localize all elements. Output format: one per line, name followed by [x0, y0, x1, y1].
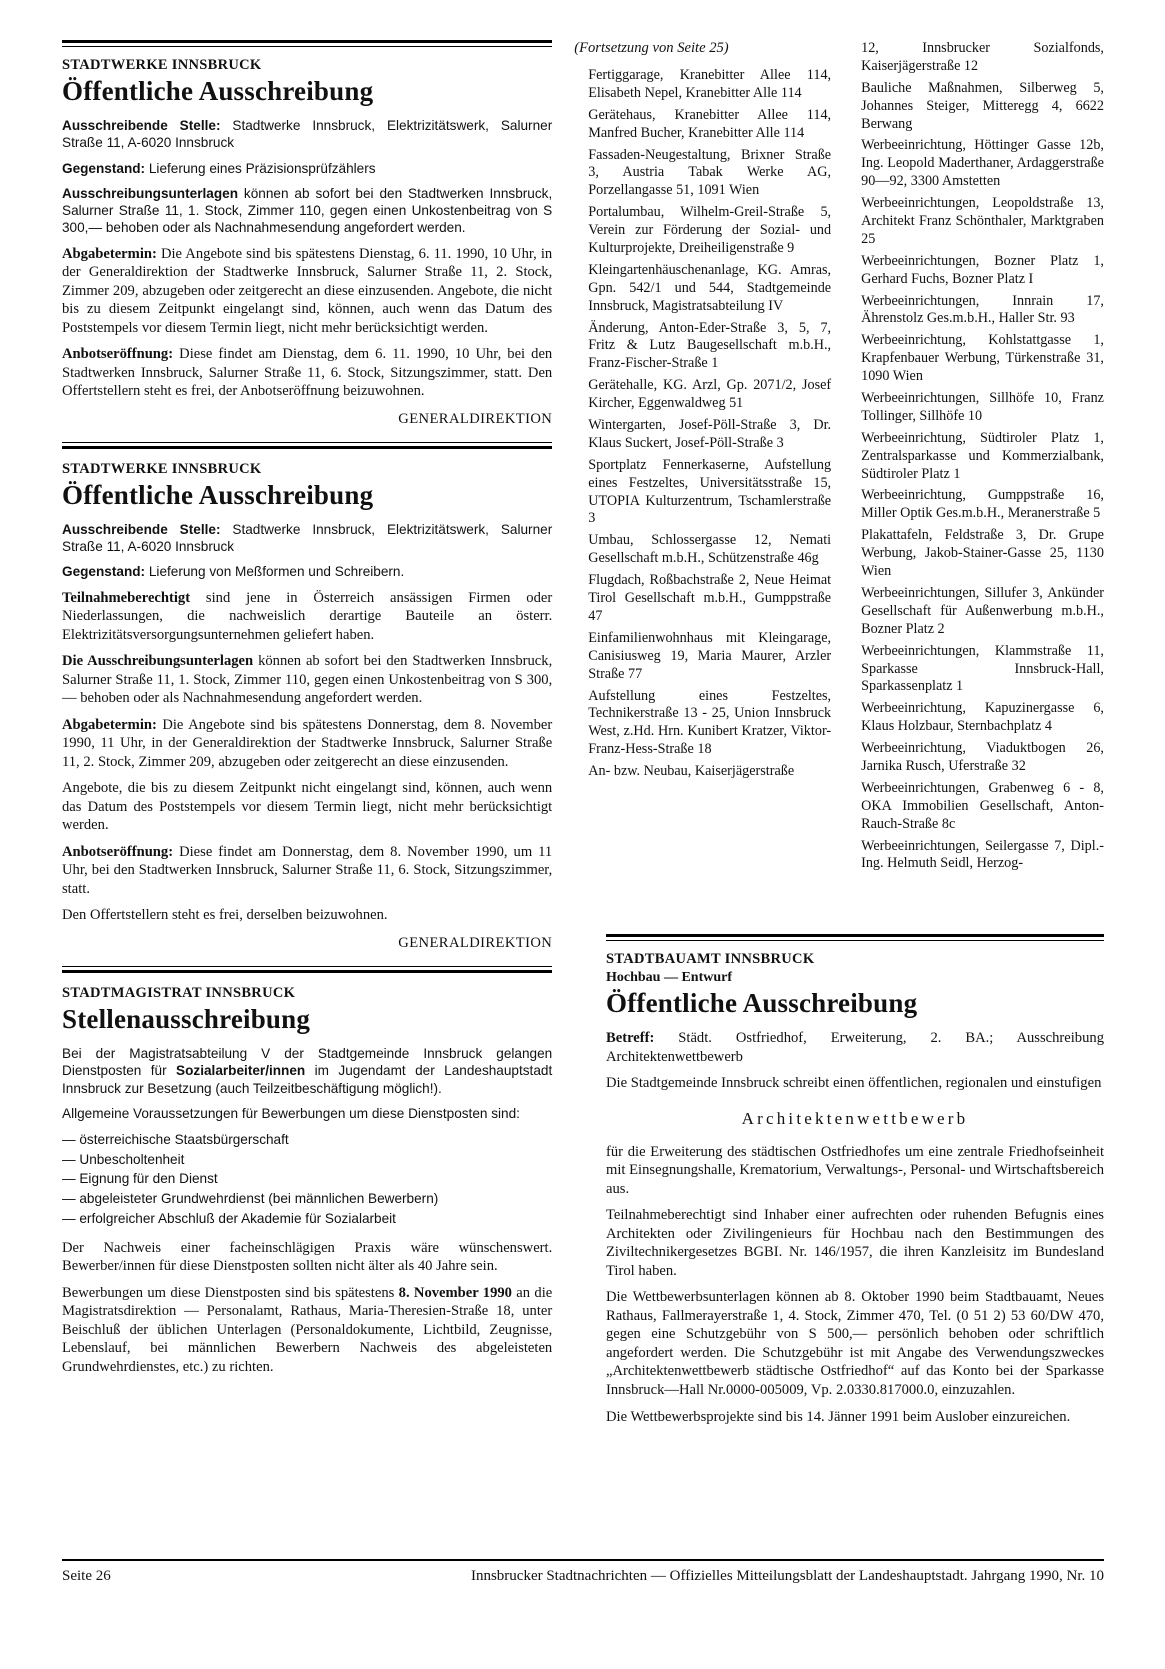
- notice-title: Öffentliche Ausschreibung: [606, 988, 918, 1018]
- list-item: Änderung, Anton-Eder-Straße 3, 5, 7, Fritz & Lutz Baugesellschaft m.b.H., Franz-Fischer-Straße 1: [588, 319, 832, 372]
- building-permits-list-middle: [574, 67, 831, 781]
- divider: [62, 966, 552, 973]
- notice-org: STADTWERKE INNSBRUCK: [62, 460, 262, 477]
- notice-paragraph: für die Erweiterung des städtischen Ostfriedhofes um eine zentrale Friedhofseinheit mit Einsegnungshalle, Krematorium, Verwaltungs-, Personal- und Wirtschaftsbereich aus.: [606, 1143, 1104, 1197]
- text: Stadtwerke Innsbruck, Elektrizitätswerk, Salurner Straße 11, A-6020 Innsbruck: [62, 521, 553, 554]
- label: Ausschreibende Stelle:: [62, 118, 221, 133]
- page-content: [62, 40, 1104, 1585]
- list-item: Bauliche Maßnahmen, Silberweg 5, Johannes Steiger, Mitteregg 4, 6622 Berwang: [861, 79, 1104, 132]
- notice-title: Stellenausschreibung: [62, 1004, 311, 1034]
- list-item: Wintergarten, Josef-Pöll-Straße 3, Dr. Klaus Suckert, Josef-Pöll-Straße 3: [588, 417, 832, 451]
- divider: [606, 934, 1104, 941]
- text: Bewerbungen um diese Dienstposten sind bis spätestens: [62, 1284, 399, 1301]
- notice-paragraph: [62, 185, 552, 237]
- list-item: — österreichische Staatsbürgerschaft: [62, 1132, 289, 1147]
- notice-signature: GENERALDIREKTION: [398, 410, 553, 427]
- list-item: Werbeeinrichtungen, Grabenweg 6 - 8, OKA Immobilien Gesellschaft, Anton-Rauch-Straße 8c: [861, 779, 1104, 832]
- left-column: [62, 40, 574, 1470]
- list-item: — abgeleisteter Grundwehrdienst (bei männlichen Bewerbern): [62, 1191, 439, 1207]
- notice-org: STADTWERKE INNSBRUCK: [62, 57, 262, 73]
- notice-paragraph: Die Wettbewerbsunterlagen können ab 8. Oktober 1990 beim Stadtbauamt, Neues Rathaus, Fallmerayerstraße 1, 4. Stock, Zimmer 470, Tel. (0 51 2) 53 60/DW 470, gegen eine Schutzgebühr von S 500,— persönlich behoben oder schriftlich angefordert werden. Die Schutzgebühr ist mit Angabe des Verwendungszweckes „Architektenwettbewerb städtische Ostfriedhof“ auf das Konto bei der Sparkasse Innsbruck—Hall Nr.0000-005009, Vp. 2.0330.817000.0, einzuzahlen.: [606, 1289, 1104, 1398]
- label: Ausschreibende Stelle:: [62, 521, 221, 537]
- notice-paragraph: Die Stadtgemeinde Innsbruck schreibt einen öffentlichen, regionalen und einstufigen: [606, 1075, 1102, 1092]
- text: können ab sofort bei den Stadtwerken Innsbruck, Salurner Straße 11, 1. Stock, Zimmer 110, gegen einen Unkostenbeitrag von S 300,— behoben oder als Nachnahmesendung angefordert werden.: [62, 185, 553, 236]
- list-item: Plakattafeln, Feldstraße 3, Dr. Grupe Werbung, Jakob-Stainer-Gasse 25, 1130 Wien: [861, 527, 1104, 580]
- list-item: Gerätehalle, KG. Arzl, Gp. 2071/2, Josef Kircher, Eggenwaldweg 51: [588, 377, 832, 412]
- competition-heading: Architektenwettbewerb: [741, 1108, 969, 1128]
- notice-stadtbauamt: [606, 920, 1104, 1434]
- text: Lieferung eines Präzisionsprüfzählers: [145, 160, 376, 176]
- notice-paragraph: Allgemeine Voraussetzungen für Bewerbungen um diese Dienstposten sind:: [62, 1105, 520, 1121]
- notice-paragraph: Teilnahmeberechtigt sind Inhaber einer aufrechten oder ruhenden Befugnis eines Architekten oder Zivilingenieurs für Hochbau nach den Bestimmungen des Ziviltechnikergesetzes BGBI. Nr. 146/1957, die ihren Kanzleisitz im Bundesland Tirol haben.: [606, 1207, 1104, 1279]
- notice-paragraph: [62, 716, 552, 772]
- footer-publication-info: Innsbrucker Stadtnachrichten — Offizielles Mitteilungsblatt der Landeshauptstadt. Jahrgang 1990, Nr. 10: [470, 1568, 1104, 1584]
- label: Anbotseröffnung:: [62, 843, 174, 860]
- label: Ausschreibungsunterlagen: [62, 185, 238, 201]
- text: Lieferung von Meßformen und Schreibern.: [145, 564, 405, 580]
- list-item: Werbeeinrichtung, Kohlstattgasse 1, Krapfenbauer Werbung, Türkenstraße 31, 1090 Wien: [861, 332, 1104, 385]
- list-item: Kleingartenhäuschenanlage, KG. Amras, Gpn. 542/1 und 544, Stadtgemeinde Innsbruck, Magistratsabteilung IV: [588, 261, 832, 314]
- list-item: Werbeeinrichtung, Gumppstraße 16, Miller Optik Ges.m.b.H., Meranerstraße 5: [861, 487, 1104, 522]
- notice-paragraph: [62, 117, 552, 152]
- text: Stadtwerke Innsbruck, Elektrizitätswerk, Salurner Straße 11, A-6020 Innsbruck: [62, 118, 553, 151]
- list-item: Werbeeinrichtungen, Sillhöfe 10, Franz Tollinger, Sillhöfe 10: [861, 390, 1104, 424]
- building-permits-list-right: [847, 40, 1104, 873]
- label: Gegenstand:: [62, 160, 146, 176]
- notice-paragraph: [606, 1029, 1104, 1066]
- requirements-list: [62, 1130, 552, 1229]
- text: Städt. Ostfriedhof, Erweiterung, 2. BA.; Ausschreibung Architektenwettbewerb: [606, 1030, 1104, 1065]
- label: Abgabetermin:: [62, 245, 157, 262]
- text: Diese findet am Donnerstag, dem 8. November 1990, um 11 Uhr, bei den Stadtwerken Innsbruck, Salurner Straße 11, 6. Stock, Sitzungszimmer, statt.: [62, 843, 553, 897]
- list-item: An- bzw. Neubau, Kaiserjägerstraße: [588, 763, 795, 780]
- footer-page-number: Seite 26: [62, 1568, 111, 1584]
- text: Diese findet am Dienstag, dem 6. 11. 1990, 10 Uhr, bei den Stadtwerken Innsbruck, Salurner Straße 11, 6. Stock, Sitzungszimmer, statt. Den Offertstellern steht es frei, der Anbotseröffnung beizuwohnen.: [62, 346, 553, 400]
- list-item: — Eignung für den Dienst: [62, 1171, 218, 1187]
- continuation-note: (Fortsetzung von Seite 25): [574, 40, 729, 56]
- list-item: Werbeeinrichtungen, Innrain 17, Ährenstolz Ges.m.b.H., Haller Str. 93: [861, 292, 1104, 327]
- label: Gegenstand:: [62, 564, 146, 580]
- text: können ab sofort bei den Stadtwerken Innsbruck, Salurner Straße 11, 1. Stock, Zimmer 110, gegen einen Unkostenbeitrag von S 300,— behoben oder als Nachnahmesendung angefordert werden.: [62, 653, 553, 707]
- notice-org: STADTMAGISTRAT INNSBRUCK: [62, 985, 296, 1001]
- text: an die Magistratsdirektion — Personalamt, Rathaus, Maria-Theresien-Straße 18, unter Beischluß der üblichen Unterlagen (Personaldokumente, Lichtbild, Zeugnisse, Lebenslauf, bei männlichen Bewerbern Nachweis des abgeleisteten Grundwehrdienstes, etc.) zu richten.: [62, 1284, 553, 1375]
- notice-paragraph: [62, 245, 552, 338]
- notice-title: Öffentliche Ausschreibung: [62, 479, 374, 510]
- list-item: Aufstellung eines Festzeltes, Technikerstraße 13 - 25, Union Innsbruck West, z.Hd. Hrn. Kunibert Kratzer, Viktor-Franz-Hess-Straße 18: [588, 687, 832, 758]
- notice-paragraph: [62, 1284, 552, 1377]
- list-item: Werbeeinrichtungen, Seilergasse 7, Dipl.-Ing. Helmuth Seidl, Herzog-: [861, 837, 1104, 872]
- text: Die Angebote sind bis spätestens Dienstag, 6. 11. 1990, 10 Uhr, in der Generaldirektion der Stadtwerke Innsbruck, Salurner Straße 11, 2. Stock, Zimmer 209, abzugeben oder zeitgerecht an diese einzusenden. Angebote, die nicht bis zu diesem Zeitpunkt eingelangt sind, können, auch wenn das Datum des Poststempels vor diesem Termin liegt, nicht mehr berücksichtigt werden.: [62, 245, 553, 336]
- text: Bei der Magistratsabteilung V der Stadtgemeinde Innsbruck gelangen Dienstposten für: [62, 1046, 553, 1079]
- list-item: Fassaden-Neugestaltung, Brixner Straße 3, Austria Tabak Werke AG, Porzellangasse 51, 1091 Wien: [588, 146, 832, 199]
- label: Abgabetermin:: [62, 716, 157, 733]
- notice-paragraph: [62, 1045, 552, 1097]
- notice-paragraph: [62, 521, 552, 556]
- notice-paragraph: Die Wettbewerbsprojekte sind bis 14. Jänner 1991 beim Auslober einzureichen.: [606, 1408, 1071, 1425]
- label: Betreff:: [606, 1030, 655, 1046]
- emphasis: 8. November 1990: [398, 1284, 512, 1301]
- text: sind jene in Österreich ansässigen Firmen oder Niederlassungen, die nachweislich derartige Bauteile an österr. Elektrizitätsversorgungsunternehmen geliefert haben.: [62, 589, 553, 643]
- notice-paragraph: [62, 345, 552, 401]
- list-item: Werbeeinrichtungen, Bozner Platz 1, Gerhard Fuchs, Bozner Platz I: [861, 252, 1104, 287]
- notice-signature: GENERALDIREKTION: [398, 935, 553, 951]
- notice-paragraph: Angebote, die bis zu diesem Zeitpunkt nicht eingelangt sind, können, auch wenn das Datum des Poststempels vor diesem Termin liegt, nicht mehr berücksichtigt werden.: [62, 780, 553, 834]
- list-item: Fertiggarage, Kranebitter Allee 114, Elisabeth Nepel, Kranebitter Alle 114: [588, 67, 832, 101]
- list-item: Gerätehaus, Kranebitter Allee 114, Manfred Bucher, Kranebitter Alle 114: [588, 106, 832, 141]
- list-item: Werbeeinrichtungen, Leopoldstraße 13, Architekt Franz Schönthaler, Marktgraben 25: [861, 195, 1104, 247]
- notice-org: STADTBAUAMT INNSBRUCK: [606, 951, 815, 967]
- list-item: Einfamilienwohnhaus mit Kleingarage, Canisiusweg 19, Maria Maurer, Arzler Straße 77: [588, 629, 832, 682]
- list-item: Flugdach, Roßbachstraße 2, Neue Heimat Tirol Gesellschaft m.b.H., Gumppstraße 47: [588, 572, 832, 624]
- notice-paragraph: [62, 589, 552, 645]
- emphasis: Sozialarbeiter/innen: [176, 1063, 306, 1079]
- text: Die Angebote sind bis spätestens Donnerstag, dem 8. November 1990, 11 Uhr, in der Generaldirektion der Stadtwerke Innsbruck, Salurner Straße 11, 2. Stock, Zimmer 209, abzugeben oder zeitgerecht an diese einzusenden.: [62, 716, 553, 770]
- page-footer: [62, 1559, 1104, 1585]
- divider: [62, 442, 552, 449]
- list-item: Werbeeinrichtung, Südtiroler Platz 1, Zentralsparkasse und Kommerzialbank, Südtiroler Platz 1: [861, 429, 1104, 482]
- notice-paragraph: [62, 160, 552, 177]
- list-item: Werbeeinrichtungen, Sillufer 3, Ankünder Gesellschaft für Außenwerbung m.b.H., Bozner Platz 2: [861, 584, 1104, 637]
- notice-paragraph: Den Offertstellern steht es frei, derselben beizuwohnen.: [62, 907, 388, 924]
- list-item: Werbeeinrichtungen, Klammstraße 11, Sparkasse Innsbruck-Hall, Sparkassenplatz 1: [861, 642, 1104, 695]
- list-item: Werbeeinrichtung, Höttinger Gasse 12b, Ing. Leopold Maderthaner, Ardaggerstraße 90—92, 3300 Amstetten: [861, 137, 1104, 190]
- label: Die Ausschreibungsunterlagen: [62, 653, 254, 670]
- divider: [62, 40, 552, 47]
- list-item: Werbeeinrichtung, Kapuzinergasse 6, Klaus Holzbaur, Sternbachplatz 4: [861, 700, 1104, 735]
- notice-stellenausschreibung: [62, 985, 552, 1376]
- notice-paragraph: Der Nachweis einer facheinschlägigen Praxis wäre wünschenswert. Bewerber/innen für diese Dienstposten sollten nicht älter als 40 Jahre sein.: [62, 1239, 553, 1275]
- label: Teilnahmeberechtigt: [62, 589, 191, 606]
- notice-paragraph: [62, 563, 552, 580]
- notice-title: Öffentliche Ausschreibung: [62, 76, 374, 106]
- label: Anbotseröffnung:: [62, 346, 174, 363]
- text: im Jugendamt der Landeshauptstadt Innsbruck zur Besetzung (auch Teilzeitbeschäftigung möglich!).: [62, 1063, 553, 1096]
- notice-paragraph: [62, 843, 552, 899]
- list-item: Sportplatz Fennerkaserne, Aufstellung eines Festzeltes, Universitätsstraße 15, UTOPIA Kulturzentrum, Tschamlerstraße 3: [588, 456, 832, 527]
- list-item: Portalumbau, Wilhelm-Greil-Straße 5, Verein zur Förderung der Sozial- und Kulturprojekte, Dreiheiligenstraße 9: [588, 204, 832, 257]
- notice-subhead: Hochbau — Entwurf: [606, 970, 733, 985]
- list-item: 12, Innsbrucker Sozialfonds, Kaiserjägerstraße 12: [861, 40, 1104, 74]
- list-item: Werbeeinrichtung, Viaduktbogen 26, Jarnika Rusch, Uferstraße 32: [861, 740, 1104, 774]
- list-item: Umbau, Schlossergasse 12, Nemati Gesellschaft m.b.H., Schützenstraße 46g: [588, 532, 832, 567]
- notice-paragraph: [62, 652, 552, 708]
- notice-stadtwerke-2: [62, 461, 552, 952]
- list-item: — erfolgreicher Abschluß der Akademie für Sozialarbeit: [62, 1210, 396, 1226]
- notice-stadtwerke-1: [62, 57, 552, 428]
- list-item: — Unbescholtenheit: [62, 1151, 185, 1167]
